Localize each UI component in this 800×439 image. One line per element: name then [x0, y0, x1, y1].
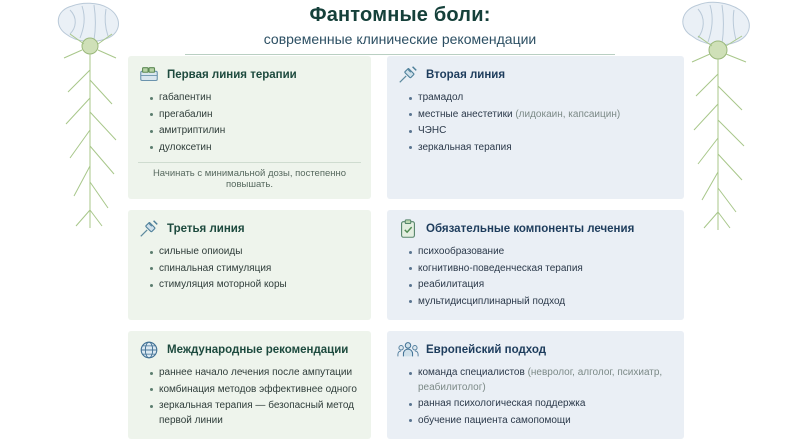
list-item-label: габапентин: [159, 92, 212, 103]
card-header: [138, 218, 361, 240]
list-item: [150, 399, 361, 428]
list-item: [150, 383, 361, 398]
list-item-label: раннее начало лечения после ампутации: [159, 367, 353, 378]
card-first-line-therapy: [128, 56, 371, 199]
card-title: Европейский подход: [426, 344, 547, 356]
list-item: [409, 262, 674, 277]
clipboard-check-icon: [397, 218, 419, 240]
list-item: [409, 397, 674, 412]
list-item: [150, 245, 361, 260]
team-icon: [397, 339, 419, 361]
card-mandatory-components: [387, 210, 684, 320]
card-item-list: [138, 366, 361, 428]
list-item-label: трамадол: [418, 92, 464, 103]
list-item-label: зеркальная терапия: [418, 141, 512, 153]
recommendation-cards-grid: [128, 56, 688, 439]
list-item: [150, 278, 361, 293]
globe-icon: [138, 339, 160, 361]
syringe-icon: [138, 218, 160, 240]
page-header: [0, 4, 800, 55]
card-header: [397, 339, 674, 361]
card-european-approach: [387, 331, 684, 439]
card-note: Начинать с минимальной дозы, постепенно повышать.: [138, 162, 361, 190]
list-item: [409, 366, 674, 395]
list-item: [409, 141, 674, 156]
list-item: [150, 108, 361, 123]
syringe-icon: [397, 64, 419, 86]
card-header: [397, 64, 674, 86]
list-item: [150, 91, 361, 106]
list-item: [409, 245, 674, 260]
card-header: [397, 218, 674, 240]
card-international-recommendations: [128, 331, 371, 439]
list-item-label: сильные опиоиды: [159, 246, 243, 257]
list-item-note: (лидокаин, капсаицин): [515, 108, 621, 120]
list-item-label: спинальная стимуляция: [159, 262, 272, 274]
card-title: Обязательные компоненты лечения: [426, 223, 635, 235]
card-header: [138, 64, 361, 86]
list-item-label: психообразование: [418, 246, 505, 257]
list-item: [409, 124, 674, 139]
pill-blister-icon: [138, 64, 160, 86]
card-item-list: [138, 91, 361, 155]
list-item-label: ЧЭНС: [418, 125, 447, 136]
list-item-label: стимуляция моторной коры: [159, 279, 287, 290]
list-item: [150, 141, 361, 156]
list-item-label: реабилитация: [418, 279, 485, 290]
list-item-label: амитриптилин: [159, 125, 226, 136]
list-item-label: обучение пациента самопомощи: [418, 414, 571, 426]
list-item-label: ранная психологическая поддержка: [418, 398, 586, 409]
list-item: [409, 295, 674, 310]
header-divider: [185, 54, 615, 55]
card-item-list: [138, 245, 361, 293]
list-item: [409, 278, 674, 293]
list-item-label: команда специалистов: [418, 367, 528, 378]
list-item: [409, 414, 674, 429]
card-item-list: [397, 366, 674, 428]
list-item: [409, 91, 674, 106]
card-title: Международные рекомендации: [167, 344, 349, 356]
list-item-label: мультидисциплинарный подход: [418, 295, 566, 307]
list-item-label: зеркальная терапия — безопасный метод первой линии: [159, 400, 354, 426]
card-item-list: [397, 91, 674, 155]
card-third-line: [128, 210, 371, 320]
list-item: [150, 124, 361, 139]
list-item-label: местные анестетики: [418, 108, 516, 120]
list-item-label: когнитивно-поведенческая терапия: [418, 262, 583, 274]
card-second-line: [387, 56, 684, 199]
page-subtitle: современные клинические рекомендации: [263, 31, 537, 47]
card-title: Первая линия терапии: [167, 69, 297, 81]
card-header: [138, 339, 361, 361]
list-item-label: дулоксетин: [159, 141, 212, 153]
card-title: Третья линия: [167, 223, 245, 235]
list-item: [150, 366, 361, 381]
list-item-label: прегабалин: [159, 108, 213, 120]
page-title: Фантомные боли:: [309, 4, 491, 26]
card-title: Вторая линия: [426, 69, 506, 81]
list-item: [409, 108, 674, 123]
list-item: [150, 262, 361, 277]
list-item-label: комбинация методов эффективнее одного: [159, 383, 357, 395]
card-item-list: [397, 245, 674, 309]
list-item-note: (невролог, алголог, психиатр, реабилитолог): [418, 367, 663, 393]
